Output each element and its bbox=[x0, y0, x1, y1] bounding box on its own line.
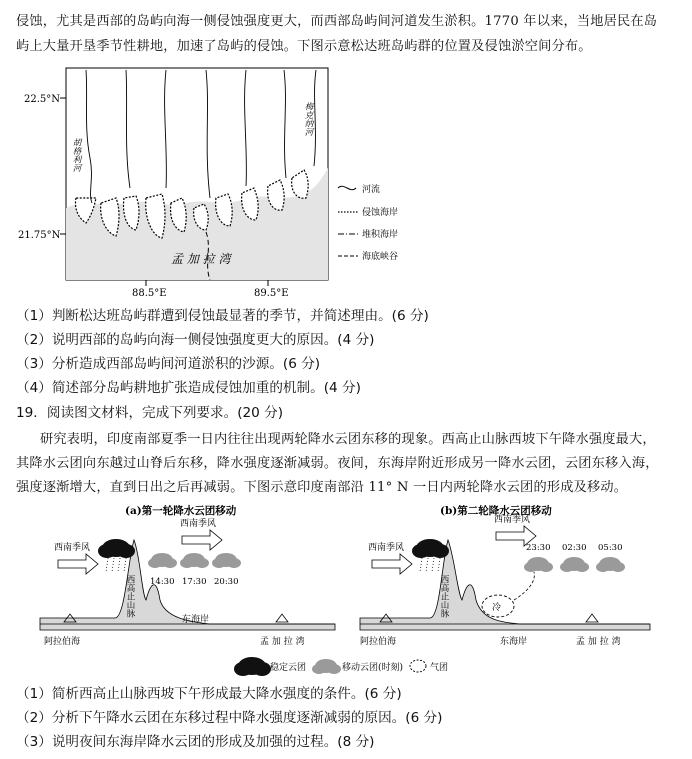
intro-line-2: 屿上大量开垦季节性耕地，加速了岛屿的侵蚀。下图示意松达班岛屿群的位置及侵蚀淤空间分布。 bbox=[16, 39, 592, 54]
q18-4: （4）简述部分岛屿耕地扩张造成侵蚀加重的机制。(4 分) bbox=[16, 380, 361, 396]
panel-b-terrain bbox=[360, 540, 650, 630]
panel-a-bay: 孟 加 拉 湾 bbox=[260, 637, 305, 647]
rain-cloud-figure bbox=[30, 500, 670, 680]
legend-moving-cloud: 移动云团(时刻) bbox=[342, 663, 404, 673]
legend-erosion: 侵蚀海岸 bbox=[362, 208, 399, 218]
panel-a-mountain: 西高止山脉 bbox=[125, 575, 135, 618]
q19-3: （3）说明夜间东海岸降水云团的形成及加强的过程。(8 分) bbox=[16, 734, 375, 750]
panel-b-time-2: 02:30 bbox=[562, 543, 587, 553]
q19-1: （1）简析西高止山脉西坡下午形成最大降水强度的条件。(6 分) bbox=[16, 686, 402, 702]
panel-a-stable-cloud bbox=[98, 539, 135, 558]
panel-b-wind-left: 西南季风 bbox=[368, 543, 405, 553]
lat-bottom-label: 21.75°N bbox=[18, 230, 61, 241]
q18-1: （1）判断松达班岛屿群遭到侵蚀最显著的季节，并简述理由。(6 分) bbox=[16, 308, 429, 324]
panel-b-time-1: 23:30 bbox=[526, 543, 551, 553]
panel-b-airflow bbox=[514, 572, 534, 600]
panel-b-wind-top: 西南季风 bbox=[494, 515, 531, 525]
panel-b-moving-cloud-1 bbox=[524, 557, 553, 572]
legend-river: 河流 bbox=[362, 185, 381, 195]
panel-b-title: (b)第二轮降水云团移动 bbox=[440, 505, 552, 517]
panel-a-title: (a)第一轮降水云团移动 bbox=[125, 505, 237, 517]
lon-right-label: 89.5°E bbox=[254, 288, 289, 298]
q19-heading: 19．阅读图文材料，完成下列要求。(20 分) bbox=[16, 405, 284, 421]
panel-b-stable-cloud bbox=[412, 539, 449, 558]
map-legend bbox=[338, 183, 398, 262]
panel-b-coast: 东海岸 bbox=[500, 637, 528, 647]
legend-air-mass: 气团 bbox=[430, 663, 449, 673]
q19-para-2: 其降水云团向东越过山脊后东移，降水强度逐渐减弱。夜间，东海岸附近形成另一降水云团，云团东移入海， bbox=[16, 456, 659, 471]
panel-b-wind-arrow-left bbox=[372, 554, 412, 574]
panel-a-moving-cloud-3 bbox=[212, 553, 241, 568]
legend-canyon: 海底峡谷 bbox=[362, 252, 399, 262]
panel-b-time-3: 05:30 bbox=[598, 543, 623, 553]
panel-a-moving-cloud-2 bbox=[180, 553, 209, 568]
panel-a-wind-arrow-top bbox=[182, 530, 222, 550]
panel-a bbox=[40, 504, 335, 647]
panel-b-mountain: 西高止山脉 bbox=[439, 575, 449, 618]
bay-label: 孟 加 拉 湾 bbox=[171, 252, 231, 266]
panel-a-time-3: 20:30 bbox=[214, 577, 239, 587]
panel-a-moving-cloud-1 bbox=[148, 553, 177, 568]
lat-top-label: 22.5°N bbox=[24, 94, 61, 105]
panel-b bbox=[360, 504, 650, 647]
intro-line-1: 侵蚀，尤其是西部的岛屿向海一侧侵蚀强度更大，而西部岛屿间河道发生淤积。1770 年以来，当地居民在岛 bbox=[16, 14, 658, 29]
legend-stable-cloud: 稳定云团 bbox=[270, 663, 307, 673]
river-east-label: 梅克纳河 bbox=[303, 102, 313, 136]
panel-b-cold: 冷 bbox=[492, 603, 502, 613]
panel-a-west: 阿拉伯海 bbox=[44, 637, 81, 647]
panel-a-wind-top: 西南季风 bbox=[180, 519, 217, 529]
panel-b-moving-cloud-2 bbox=[560, 557, 589, 572]
panel-b-moving-cloud-3 bbox=[596, 557, 625, 572]
panel-b-west: 阿拉伯海 bbox=[360, 637, 397, 647]
q19-para-1: 研究表明，印度南部夏季一日内往往出现两轮降水云团东移的现象。西高止山脉西坡下午降水强度最大， bbox=[40, 432, 656, 447]
panel-b-bay: 孟 加 拉 湾 bbox=[576, 637, 621, 647]
panel-b-rain bbox=[420, 558, 440, 572]
panel-a-wind-arrow-left bbox=[58, 554, 98, 574]
panel-a-coast: 东海岸 bbox=[182, 615, 210, 625]
river-west-label: 胡格利河 bbox=[71, 138, 81, 172]
panel-a-time-1: 14:30 bbox=[150, 577, 175, 587]
q19-2: （2）分析下午降水云团在东移过程中降水强度逐渐减弱的原因。(6 分) bbox=[16, 710, 443, 726]
panel-a-time-2: 17:30 bbox=[182, 577, 207, 587]
q19-para-3: 强度逐渐增大，直到日出之后再减弱。下图示意印度南部沿 11° N 一日内两轮降水云团的形成及移动。 bbox=[16, 480, 628, 495]
q18-3: （3）分析造成西部岛屿间河道淤积的沙源。(6 分) bbox=[16, 356, 321, 372]
lon-left-label: 88.5°E bbox=[132, 288, 167, 298]
panel-a-wind-left: 西南季风 bbox=[54, 543, 91, 553]
figure-legend bbox=[234, 657, 448, 676]
sundarbans-map bbox=[16, 58, 456, 298]
q18-2: （2）说明西部的岛屿向海一侧侵蚀强度更大的原因。(4 分) bbox=[16, 332, 375, 348]
panel-a-rain bbox=[106, 558, 126, 572]
legend-deposition: 堆积海岸 bbox=[362, 230, 399, 240]
